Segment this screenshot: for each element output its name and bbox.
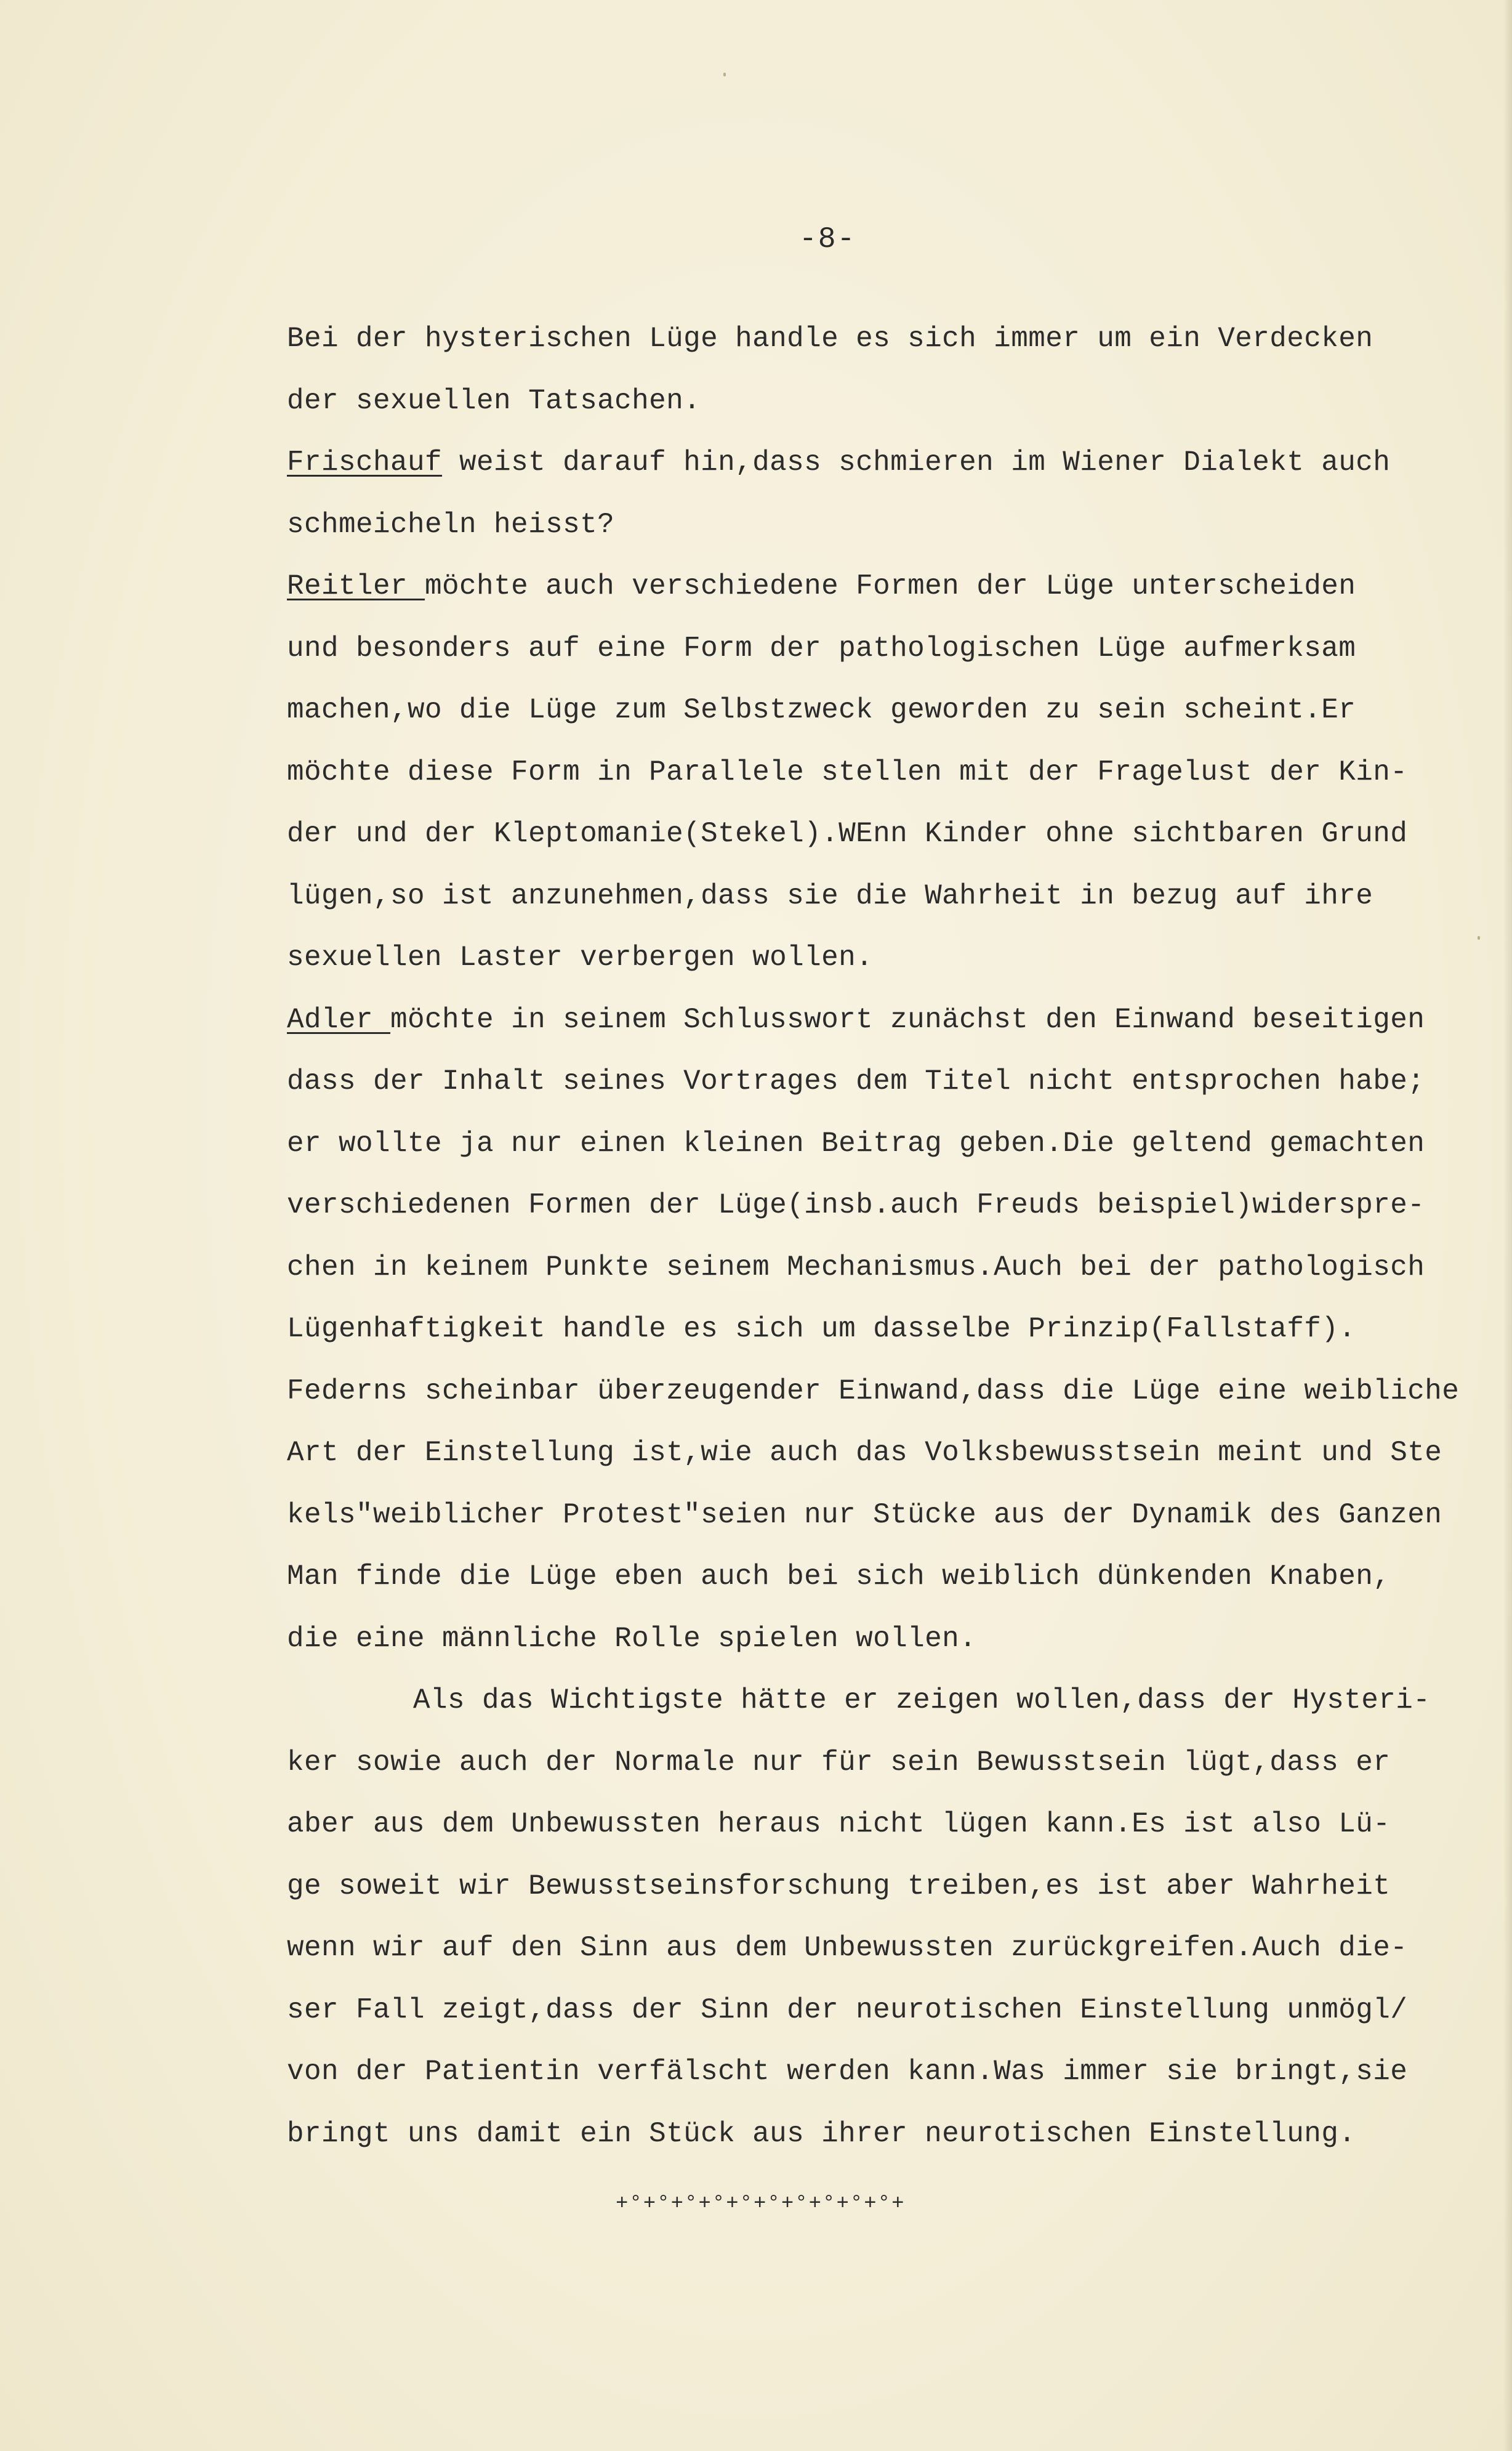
text-segment: weist darauf hin,dass schmieren im Wiener Dialekt auch	[442, 446, 1391, 478]
text-line	[287, 370, 1481, 432]
text-line	[287, 741, 1481, 804]
text-line	[287, 1113, 1481, 1175]
footer-ornament: +°+°+°+°+°+°+°+°+°+°+	[616, 2192, 906, 2216]
text-line	[287, 1298, 1481, 1360]
text-line	[287, 989, 1481, 1051]
text-line	[287, 1979, 1481, 2041]
text-line	[287, 865, 1481, 927]
paper-speck	[1478, 936, 1480, 940]
text-line	[287, 1793, 1481, 1855]
speaker-name: Adler	[287, 1003, 391, 1036]
text-line	[287, 1546, 1481, 1608]
text-line	[287, 432, 1481, 494]
text-line	[287, 927, 1481, 989]
text-line	[287, 1422, 1481, 1484]
text-segment: wenn wir auf den Sinn aus dem Unbewussten zurückgreifen.Auch die-	[287, 1932, 1408, 1964]
text-line	[287, 618, 1481, 680]
text-segment: schmeicheln heisst?	[287, 508, 615, 541]
text-line	[287, 1855, 1481, 1918]
text-line	[287, 1917, 1481, 1979]
text-line	[287, 1174, 1481, 1237]
text-segment: lügen,so ist anzunehmen,dass sie die Wahrheit in bezug auf ihre	[287, 879, 1373, 912]
text-segment: möchte in seinem Schlusswort zunächst den Einwand beseitigen	[390, 1003, 1425, 1036]
text-segment: Als das Wichtigste hätte er zeigen wollen,dass der Hysteri-	[413, 1684, 1431, 1716]
text-segment: Art der Einstellung ist,wie auch das Volksbewusstsein meint und Ste	[287, 1437, 1442, 1469]
text-segment: möchte auch verschiedene Formen der Lüge unterscheiden	[425, 570, 1356, 602]
body-text	[287, 308, 1481, 2165]
text-line	[287, 1051, 1481, 1113]
text-line	[287, 1608, 1481, 1670]
speaker-name: Frischauf	[287, 446, 443, 478]
text-segment: ker sowie auch der Normale nur für sein Bewusstsein lügt,dass er	[287, 1746, 1391, 1779]
text-segment: und besonders auf eine Form der pathologischen Lüge aufmerksam	[287, 632, 1356, 664]
text-segment: Federns scheinbar überzeugender Einwand,dass die Lüge eine weibliche	[287, 1375, 1460, 1407]
text-segment: verschiedenen Formen der Lüge(insb.auch Freuds beispiel)widerspre-	[287, 1189, 1425, 1221]
text-segment: bringt uns damit ein Stück aus ihrer neurotischen Einstellung.	[287, 2117, 1356, 2150]
text-segment: Lügenhaftigkeit handle es sich um dasselbe Prinzip(Fallstaff).	[287, 1313, 1356, 1345]
text-segment: Man finde die Lüge eben auch bei sich weiblich dünkenden Knaben,	[287, 1561, 1391, 1593]
text-line	[287, 1484, 1481, 1546]
text-line	[287, 1732, 1481, 1794]
text-segment: dass der Inhalt seines Vortrages dem Titel nicht entsprochen habe;	[287, 1065, 1425, 1097]
page-edge-shadow	[1503, 0, 1512, 2451]
text-segment: er wollte ja nur einen kleinen Beitrag geben.Die geltend gemachten	[287, 1127, 1425, 1160]
text-line	[287, 2103, 1481, 2165]
text-line	[287, 555, 1481, 618]
text-line	[287, 679, 1481, 741]
text-segment: die eine männliche Rolle spielen wollen.	[287, 1622, 977, 1655]
text-segment: ge soweit wir Bewusstseinsforschung treiben,es ist aber Wahrheit	[287, 1870, 1391, 1902]
text-line	[287, 308, 1481, 370]
text-segment: möchte diese Form in Parallele stellen mit der Fragelust der Kin-	[287, 756, 1408, 788]
page-number: -8-	[799, 223, 856, 256]
text-line	[287, 803, 1481, 865]
text-segment: sexuellen Laster verbergen wollen.	[287, 942, 874, 974]
text-segment: der sexuellen Tatsachen.	[287, 384, 701, 417]
text-line	[287, 1670, 1481, 1732]
text-segment: chen in keinem Punkte seinem Mechanismus.Auch bei der pathologisch	[287, 1251, 1425, 1283]
text-segment: ser Fall zeigt,dass der Sinn der neurotischen Einstellung unmögl/	[287, 1993, 1408, 2026]
text-segment: machen,wo die Lüge zum Selbstzweck geworden zu sein scheint.Er	[287, 694, 1356, 726]
text-segment: der und der Kleptomanie(Stekel).WEnn Kinder ohne sichtbaren Grund	[287, 818, 1408, 850]
text-segment: von der Patientin verfälscht werden kann.Was immer sie bringt,sie	[287, 2056, 1408, 2088]
paper-speck	[723, 73, 726, 76]
text-line	[287, 1237, 1481, 1299]
text-segment: aber aus dem Unbewussten heraus nicht lügen kann.Es ist also Lü-	[287, 1808, 1391, 1840]
text-segment: kels"weiblicher Protest"seien nur Stücke aus der Dynamik des Ganzen	[287, 1498, 1442, 1531]
speaker-name: Reitler	[287, 570, 425, 602]
text-line	[287, 2041, 1481, 2103]
text-line	[287, 1360, 1481, 1423]
text-line	[287, 494, 1481, 556]
text-segment: Bei der hysterischen Lüge handle es sich immer um ein Verdecken	[287, 323, 1373, 355]
